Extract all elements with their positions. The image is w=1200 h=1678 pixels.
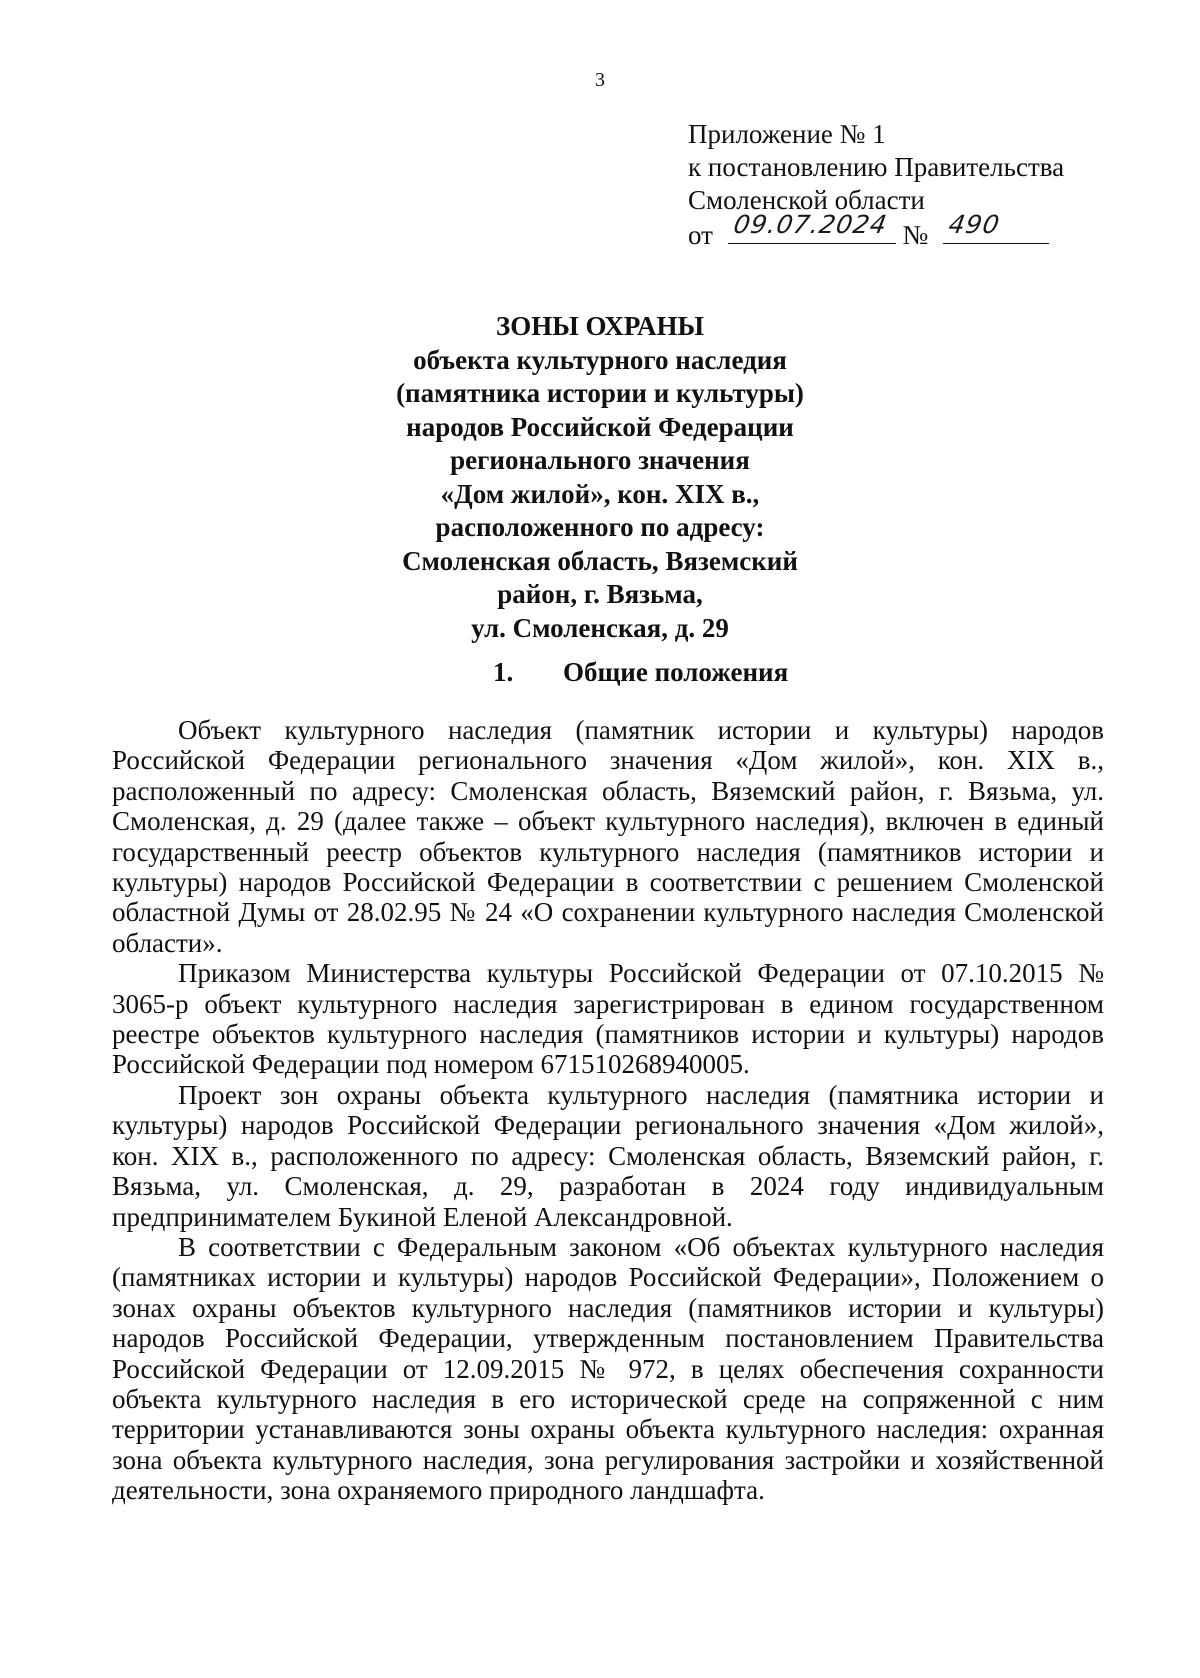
- appendix-header: [688, 118, 1064, 252]
- appendix-line-2: к постановлению Правительства: [688, 152, 1065, 182]
- paragraph: Приказом Министерства культуры Российской Федерации от 07.10.2015 № 3065-р объект культурного наследия зарегистрирован в едином государственном реестре объектов культурного наследия (памятников истории и культуры) народов Российской Федерации под номером 671510268940005.: [112, 958, 1104, 1080]
- handwritten-number: 490: [946, 210, 1003, 239]
- title-line: объекта культурного наследия: [413, 344, 787, 375]
- appendix-line-1: Приложение № 1: [688, 119, 886, 149]
- section-number: 1.: [493, 657, 514, 687]
- title-line: (памятника истории и культуры): [396, 378, 804, 408]
- paragraph: Проект зон охраны объекта культурного наследия (памятника истории и культуры) народов Российской Федерации регионального значения «Дом жилой», кон. XIX в., расположенного по адресу: Смоленская область, Вяземский район, г. Вязьма, ул. Смоленская, д. 29, разработан в 2024 году индивидуальным предпринимателем Букиной Еленой Александровной.: [112, 1079, 1104, 1232]
- decree-date-number-line: [688, 210, 1064, 252]
- number-label: №: [902, 220, 929, 250]
- section-title: Общие положения: [563, 657, 789, 687]
- title-line: «Дом жилой», кон. XIX в.,: [440, 478, 760, 509]
- paragraph: В соответствии с Федеральным законом «Об объектах культурного наследия (памятниках истории и культуры) народов Российской Федерации», Положением о зонах охраны объектов культурного наследия (памятников истории и культуры) народов Российской Федерации, утвержденным постановлением Правительства Российской Федерации от 12.09.2015 № 972, в целях обеспечения сохранности объекта культурного наследия в его исторической среде на сопряженной с ним территории устанавливаются зоны охраны объекта культурного наследия: охранная зона объекта культурного наследия, зона регулирования застройки и хозяйственной деятельности, зона охраняемого природного ландшафта.: [112, 1231, 1104, 1506]
- appendix-line-3: Смоленской области: [688, 185, 925, 215]
- from-label: от: [688, 220, 713, 250]
- handwritten-date: 09.07.2024: [731, 210, 890, 239]
- title-line: ЗОНЫ ОХРАНЫ: [496, 311, 704, 341]
- title-line: Смоленская область, Вяземский: [402, 545, 798, 576]
- title-line: расположенного по адресу:: [435, 512, 765, 542]
- paragraph: Объект культурного наследия (памятник истории и культуры) народов Российской Федерации регионального значения «Дом жилой», кон. XIX в., расположенный по адресу: Смоленская область, Вяземский район, г. Вязьма, ул. Смоленская, д. 29 (далее также – объект культурного наследия), включен в единый государственный реестр объектов культурного наследия (памятников истории и культуры) народов Российской Федерации в соответствии с решением Смоленской областной Думы от 28.02.95 № 24 «О сохранении культурного наследия Смоленской области».: [112, 715, 1104, 958]
- title-line: народов Российской Федерации: [406, 411, 794, 442]
- page-number: 3: [595, 69, 605, 91]
- title-line: район, г. Вязьма,: [497, 579, 703, 609]
- body-text: [112, 715, 1104, 1506]
- number-blank: [943, 210, 1049, 244]
- title-line: ул. Смоленская, д. 29: [471, 612, 729, 643]
- date-blank: [728, 210, 896, 244]
- document-title: [0, 310, 1200, 645]
- title-line: регионального значения: [450, 445, 750, 475]
